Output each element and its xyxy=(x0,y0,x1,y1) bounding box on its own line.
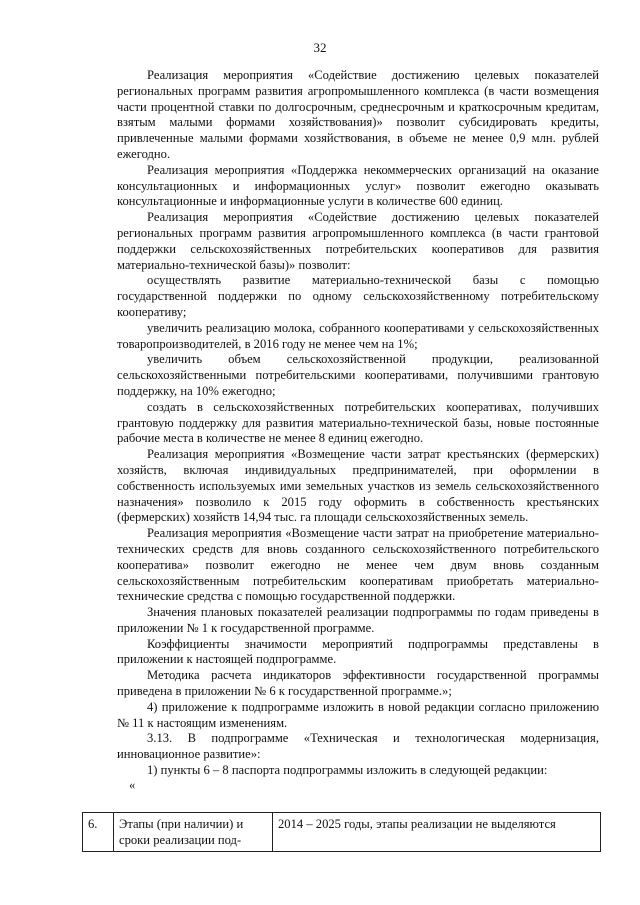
page-number: 32 xyxy=(313,40,327,55)
table-cell-number: 6. xyxy=(83,813,114,852)
paragraph: 3.13. В подпрограмме «Техническая и технологическая модернизация, инновационное развитие»: xyxy=(117,731,599,762)
paragraph: 4) приложение к подпрограмме изложить в новой редакции согласно приложению № 11 к настоящим изменениям. xyxy=(117,699,599,730)
paragraph: увеличить объем сельскохозяйственной продукции, реализованной сельскохозяйственными потребительскими кооперативами, получившими грантовую поддержку, на 10% ежегодно; xyxy=(117,352,599,398)
table-cell-value: 2014 – 2025 годы, этапы реализации не выделяются xyxy=(273,813,601,852)
table-row xyxy=(83,813,601,852)
paragraph: Реализация мероприятия «Содействие достижению целевых показателей региональных программ развития агропромышленного комплекса (в части возмещения части процентной ставки по долгосрочным, среднесрочным и краткосрочным кредитам, взятым малыми формами хозяйствования)» позволит субсидировать кредиты, привлеченные малыми формами хозяйствования, в объеме не менее 0,9 млн. рублей ежегодно. xyxy=(117,68,599,161)
paragraph: Реализация мероприятия «Возмещение части затрат крестьянских (фермерских) хозяйств, включая индивидуальных предпринимателей, при оформлении в собственность используемых ими земельных участков из земель сельскохозяйственного назначения» позволило к 2015 году оформить в собственность крестьянских (фермерских) хозяйств 14,94 тыс. га площади сельскохозяйственных земель. xyxy=(117,447,599,525)
opening-quote-mark: « xyxy=(129,777,136,792)
paragraph: осуществлять развитие материально-технической базы с помощью государственной поддержки по одному сельскохозяйственному потребительскому кооперативу; xyxy=(117,273,599,319)
paragraph: 1) пункты 6 – 8 паспорта подпрограммы изложить в следующей редакции: xyxy=(147,763,548,778)
paragraph: создать в сельскохозяйственных потребительских кооперативах, получивших грантовую поддержку для развития материально-технической базы, новые постоянные рабочие места в количестве не менее 8 единиц ежегодно. xyxy=(117,399,599,446)
paragraph: Реализация мероприятия «Содействие достижению целевых показателей региональных программ развития агропромышленного комплекса (в части грантовой поддержки сельскохозяйственных потребительских кооперативов для развития материально-технической базы)» позволит: xyxy=(117,210,599,272)
paragraph: Методика расчета индикаторов эффективности государственной программы приведена в приложении № 6 к государственной программе.»; xyxy=(117,668,599,699)
paragraph: Коэффициенты значимости мероприятий подпрограммы представлены в приложении к настоящей подпрограмме. xyxy=(117,636,599,667)
table-cell-name: Этапы (при наличии) и сроки реализации под- xyxy=(114,813,273,852)
passport-table xyxy=(82,812,601,852)
document-body xyxy=(117,68,599,792)
paragraph: Значения плановых показателей реализации подпрограммы по годам приведены в приложении № 1 к государственной программе. xyxy=(117,605,599,635)
paragraph: Реализация мероприятия «Поддержка некоммерческих организаций на оказание консультационных и информационных услуг» позволит ежегодно оказывать консультационные и информационные услуги в количестве 600 единиц. xyxy=(117,162,599,209)
paragraph: Реализация мероприятия «Возмещение части затрат на приобретение материально-технических средств для вновь созданного сельскохозяйственного потребительского кооператива» позволит ежегодно не менее чем двум вновь созданным сельскохозяйственным потребительским кооперативам приобретать материально-технические средства с помощью государственной поддержки. xyxy=(117,526,599,604)
paragraph: увеличить реализацию молока, собранного кооперативами у сельскохозяйственных товаропроизводителей, в 2016 году не менее чем на 1%; xyxy=(117,320,599,351)
